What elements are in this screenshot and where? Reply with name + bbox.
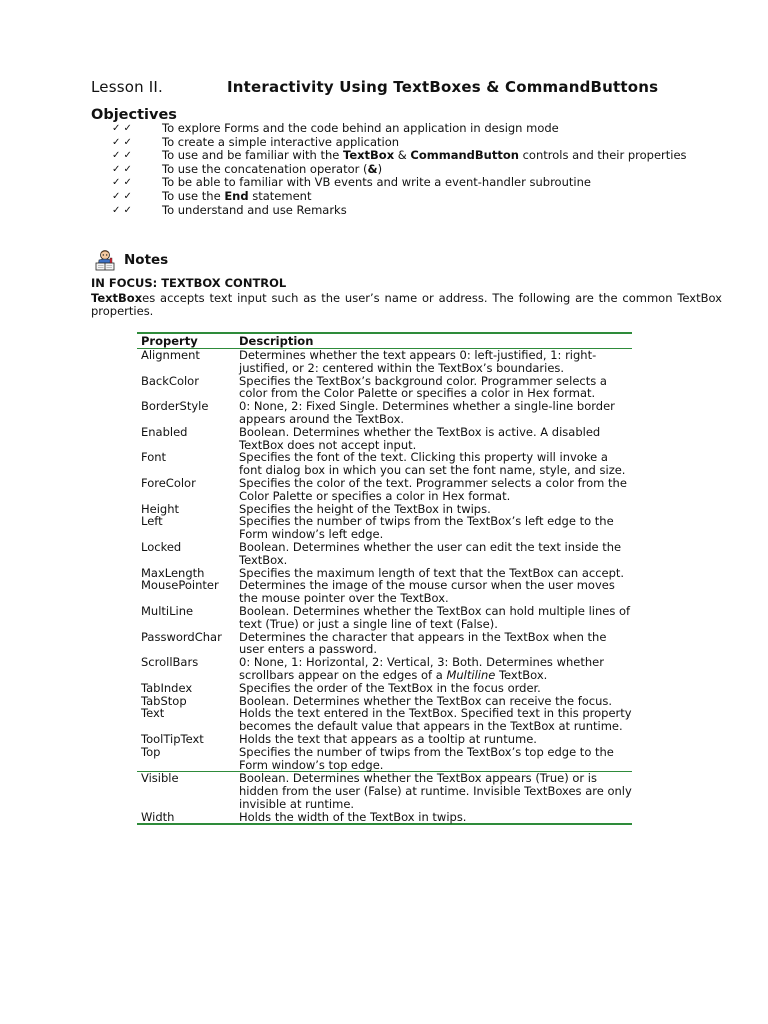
objective-text xyxy=(162,148,687,162)
property-name: BackColor xyxy=(141,373,199,388)
property-description: Specifies the height of the TextBox in twips. xyxy=(239,501,491,516)
objective-bold-term: & xyxy=(367,161,378,176)
table-row xyxy=(137,811,632,825)
table-row xyxy=(137,772,632,811)
property-name: Enabled xyxy=(141,424,188,439)
table-row xyxy=(137,707,632,733)
property-description: Boolean. Determines whether the TextBox appears (True) or is hidden from the user (False) at runtime. Invisible TextBoxes are only invisible at runtime. xyxy=(235,772,632,811)
table-header-row xyxy=(137,333,632,349)
column-header-property: Property xyxy=(137,333,235,349)
table-row xyxy=(137,682,632,695)
property-name: MultiLine xyxy=(141,603,194,618)
property-description: Determines the character that appears in the TextBox when the user enters a password. xyxy=(239,629,607,657)
objectives-list xyxy=(112,122,724,217)
property-description: Holds the width of the TextBox in twips. xyxy=(235,811,632,825)
objective-bold-term: TextBox xyxy=(343,148,395,163)
property-name: Top xyxy=(141,744,161,759)
objective-text-part: To use and be familiar with the xyxy=(162,148,343,163)
table-row xyxy=(137,746,632,772)
lesson-header xyxy=(91,78,728,98)
property-description: Holds the text entered in the TextBox. Specified text in this property becomes the default value that appears in the TextBox at runtime. xyxy=(239,706,632,734)
property-description: Specifies the order of the TextBox in the focus order. xyxy=(239,680,541,695)
objective-bold-term: End xyxy=(224,188,249,203)
objective-item xyxy=(112,190,724,204)
property-description: Specifies the TextBox’s background color. Programmer selects a color from the Color Palette or specifies a color in Hex format. xyxy=(239,373,607,401)
property-description: Determines whether the text appears 0: left-justified, 1: right-justified, or 2: centered within the TextBox’s boundaries. xyxy=(239,348,597,375)
property-name: TabIndex xyxy=(141,680,193,695)
property-description: Boolean. Determines whether the user can edit the text inside the TextBox. xyxy=(239,539,622,567)
checkmark-icon: ✓ ✓ xyxy=(112,163,132,175)
property-name: Width xyxy=(137,811,235,825)
objective-item xyxy=(112,163,724,177)
table-row xyxy=(137,349,632,375)
property-description: Specifies the number of twips from the TextBox’s top edge to the Form window’s top edge. xyxy=(239,744,614,772)
table-row xyxy=(137,451,632,477)
student-reading-icon xyxy=(93,249,117,273)
objective-text: To create a simple interactive application xyxy=(162,134,400,149)
objective-item xyxy=(112,149,724,163)
objective-item xyxy=(112,136,724,150)
intro-paragraph xyxy=(91,292,722,318)
property-name: Height xyxy=(141,501,180,516)
property-name: TabStop xyxy=(141,693,187,708)
objective-text xyxy=(162,189,311,203)
objective-text-part: ) xyxy=(377,161,383,176)
table-row xyxy=(137,541,632,567)
table-row xyxy=(137,426,632,452)
checkmark-icon: ✓ ✓ xyxy=(112,177,132,189)
property-description: 0: None, 2: Fixed Single. Determines whether a single-line border appears around the TextBox. xyxy=(239,399,615,426)
checkmark-icon: ✓ ✓ xyxy=(112,136,132,148)
objective-text: To understand and use Remarks xyxy=(162,202,347,217)
checkmark-icon: ✓ ✓ xyxy=(112,190,132,202)
table-row xyxy=(137,605,632,631)
property-description: Holds the text that appears as a tooltip at runtume. xyxy=(239,731,537,746)
intro-bold-term: TextBox xyxy=(91,291,143,305)
objective-item xyxy=(112,204,724,218)
table-row xyxy=(137,733,632,746)
property-name: Text xyxy=(141,706,165,721)
property-name: MousePointer xyxy=(141,578,219,593)
property-name: BorderStyle xyxy=(141,399,209,414)
lesson-title: Interactivity Using TextBoxes & CommandButtons xyxy=(227,78,659,96)
properties-table xyxy=(137,332,632,825)
property-name xyxy=(137,631,235,657)
table-row xyxy=(137,579,632,605)
property-description xyxy=(235,656,632,682)
table-row xyxy=(137,656,632,682)
objective-text xyxy=(162,162,382,176)
property-name: ScrollBars xyxy=(141,655,199,670)
objective-text-part: statement xyxy=(248,188,312,203)
table-row xyxy=(137,400,632,426)
property-name: Left xyxy=(141,514,163,529)
property-description: Specifies the color of the text. Programmer selects a color from the Color Palette or specifies a color in Hex format. xyxy=(239,475,627,503)
property-description: Specifies the font of the text. Clicking this property will invoke a font dialog box in which you can set the font name, style, and size. xyxy=(239,450,626,478)
description-emphasis: Multiline xyxy=(446,667,496,682)
property-name: Locked xyxy=(141,539,182,554)
property-description: Specifies the maximum length of text that the TextBox can accept. xyxy=(239,565,625,580)
objective-item xyxy=(112,176,724,190)
property-name: Visible xyxy=(137,772,235,811)
checkmark-icon: ✓ ✓ xyxy=(112,123,132,134)
property-description: Specifies the number of twips from the TextBox’s left edge to the Form window’s left edge. xyxy=(239,514,614,542)
objective-text-part: controls and their properties xyxy=(518,148,687,163)
property-name: Alignment xyxy=(141,348,200,362)
property-description: Boolean. Determines whether the TextBox is active. A disabled TextBox does not accept input. xyxy=(239,424,601,452)
property-description: Boolean. Determines whether the TextBox can receive the focus. xyxy=(239,693,613,708)
objective-text: To explore Forms and the code behind an application in design mode xyxy=(162,121,559,135)
objective-text-part: To use the xyxy=(162,188,225,203)
objective-text: To be able to familiar with VB events and write a event-handler subroutine xyxy=(162,175,591,190)
objective-text-part: & xyxy=(394,148,411,163)
table-row xyxy=(137,515,632,541)
notes-label: Notes xyxy=(124,252,169,268)
objectives-heading: Objectives xyxy=(91,107,177,123)
property-name: ForeColor xyxy=(141,475,196,490)
objective-item xyxy=(112,122,724,136)
description-text-part: 0: None, 1: Horizontal, 2: Vertical, 3: Both. Determines whether scrollbars appear on the edges of a xyxy=(239,655,604,682)
property-name-text: PasswordChar xyxy=(141,629,222,644)
objective-bold-term: CommandButton xyxy=(410,148,519,163)
checkmark-icon: ✓ ✓ xyxy=(112,150,132,162)
description-text-part: TextBox. xyxy=(495,667,548,682)
property-name: ToolTipText xyxy=(141,731,204,746)
in-focus-heading: IN FOCUS: TEXTBOX CONTROL xyxy=(91,276,287,290)
property-name: Font xyxy=(141,450,167,465)
lesson-number: Lesson II. xyxy=(91,78,164,96)
property-name: MaxLength xyxy=(141,565,205,580)
checkmark-icon: ✓ ✓ xyxy=(112,204,132,216)
table-row xyxy=(137,375,632,401)
column-header-description: Description xyxy=(235,333,632,349)
property-description: Determines the image of the mouse cursor when the user moves the mouse pointer over the TextBox. xyxy=(239,578,615,606)
table-row xyxy=(137,631,632,657)
property-description: Boolean. Determines whether the TextBox can hold multiple lines of text (True) or just a single line of text (False). xyxy=(239,603,631,631)
intro-text: es accepts text input such as the user’s name or address. The following are the common TextBox properties. xyxy=(91,291,722,318)
table-row xyxy=(137,477,632,503)
objective-text-part: To use the concatenation operator ( xyxy=(162,161,368,176)
